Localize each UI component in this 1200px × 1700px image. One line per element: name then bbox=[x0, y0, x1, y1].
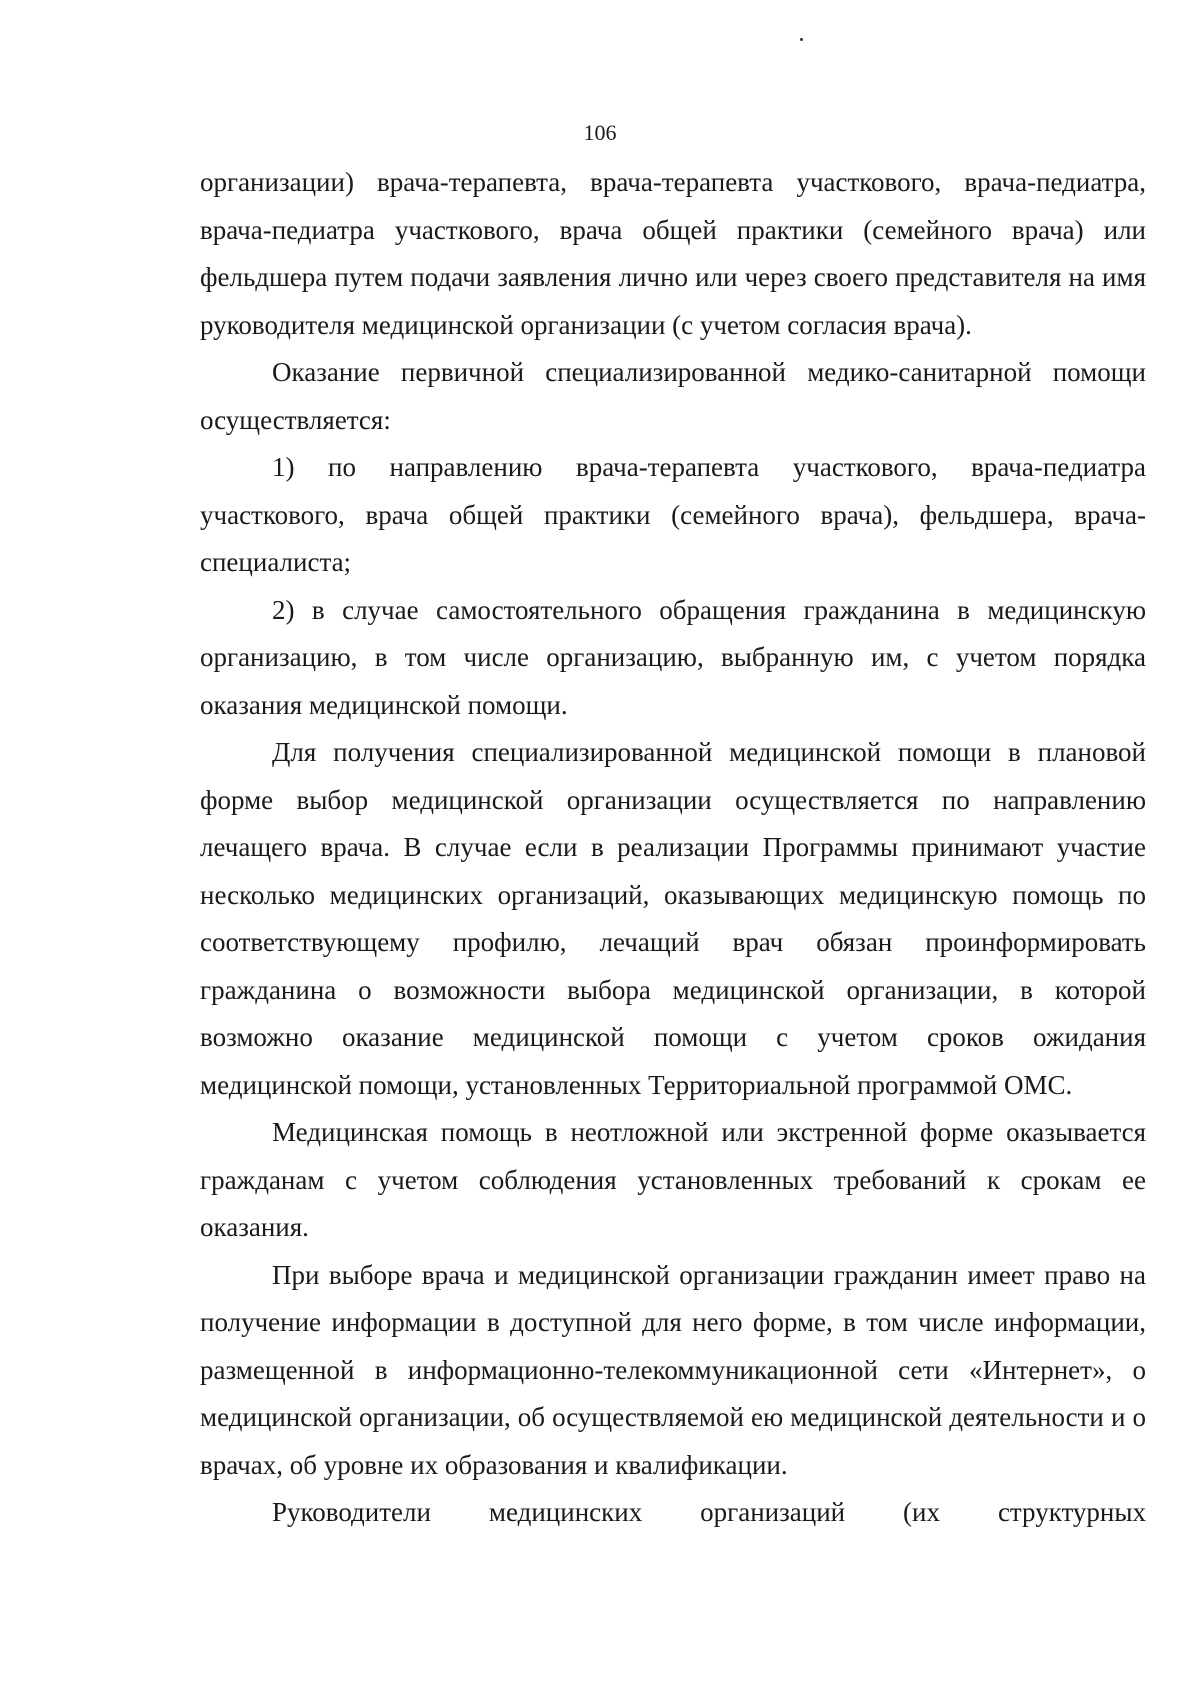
scan-speck bbox=[800, 38, 803, 41]
paragraph-specialized-care: Для получения специализированной медицинской помощи в плановой форме выбор медицинской организации осуществляется по направлению лечащего врача. В случае если в реализации Программы принимают участие несколько медицинских организаций, оказывающих медицинскую помощь по соответствующему профилю, лечащий врач обязан проинформировать гражданина о возможности выбора медицинской организации, в которой возможно оказание медицинской помощи с учетом сроков ожидания медицинской помощи, установленных Территориальной программой ОМС. bbox=[200, 737, 1146, 1100]
paragraph-heads: Руководители медицинских организаций (их структурных bbox=[272, 1497, 1146, 1527]
paragraph-continuation: организации) врача-терапевта, врача-терапевта участкового, врача-педиатра, врача-педиатра участкового, врача общей практики (семейного врача) или фельдшера путем подачи заявления лично или через своего представителя на имя руководителя медицинской организации (с учетом согласия врача). bbox=[200, 167, 1146, 340]
paragraph-primary-care: Оказание первичной специализированной медико-санитарной помощи осуществляется: bbox=[200, 357, 1146, 435]
paragraph-list-item-2: 2) в случае самостоятельного обращения гражданина в медицинскую организацию, в том числе организацию, выбранную им, с учетом порядка оказания медицинской помощи. bbox=[200, 594, 1146, 720]
paragraph-emergency-care: Медицинская помощь в неотложной или экстренной форме оказывается гражданам с учетом соблюдения установленных требований к срокам ее оказания. bbox=[200, 1117, 1146, 1242]
page-number: 106 bbox=[583, 120, 617, 145]
paragraph-information-right: При выборе врача и медицинской организации гражданин имеет право на получение информации в доступной для него форме, в том числе информации, размещенной в информационно-телекоммуникационной сети «Интернет», о медицинской организации, об осуществляемой ею медицинской деятельности и о врачах, об уровне их образования и квалификации. bbox=[200, 1259, 1146, 1480]
paragraph-list-item-1: 1) по направлению врача-терапевта участкового, врача-педиатра участкового, врача общей практики (семейного врача), фельдшера, врача-специалиста; bbox=[200, 452, 1146, 577]
document-body bbox=[200, 159, 1146, 1537]
